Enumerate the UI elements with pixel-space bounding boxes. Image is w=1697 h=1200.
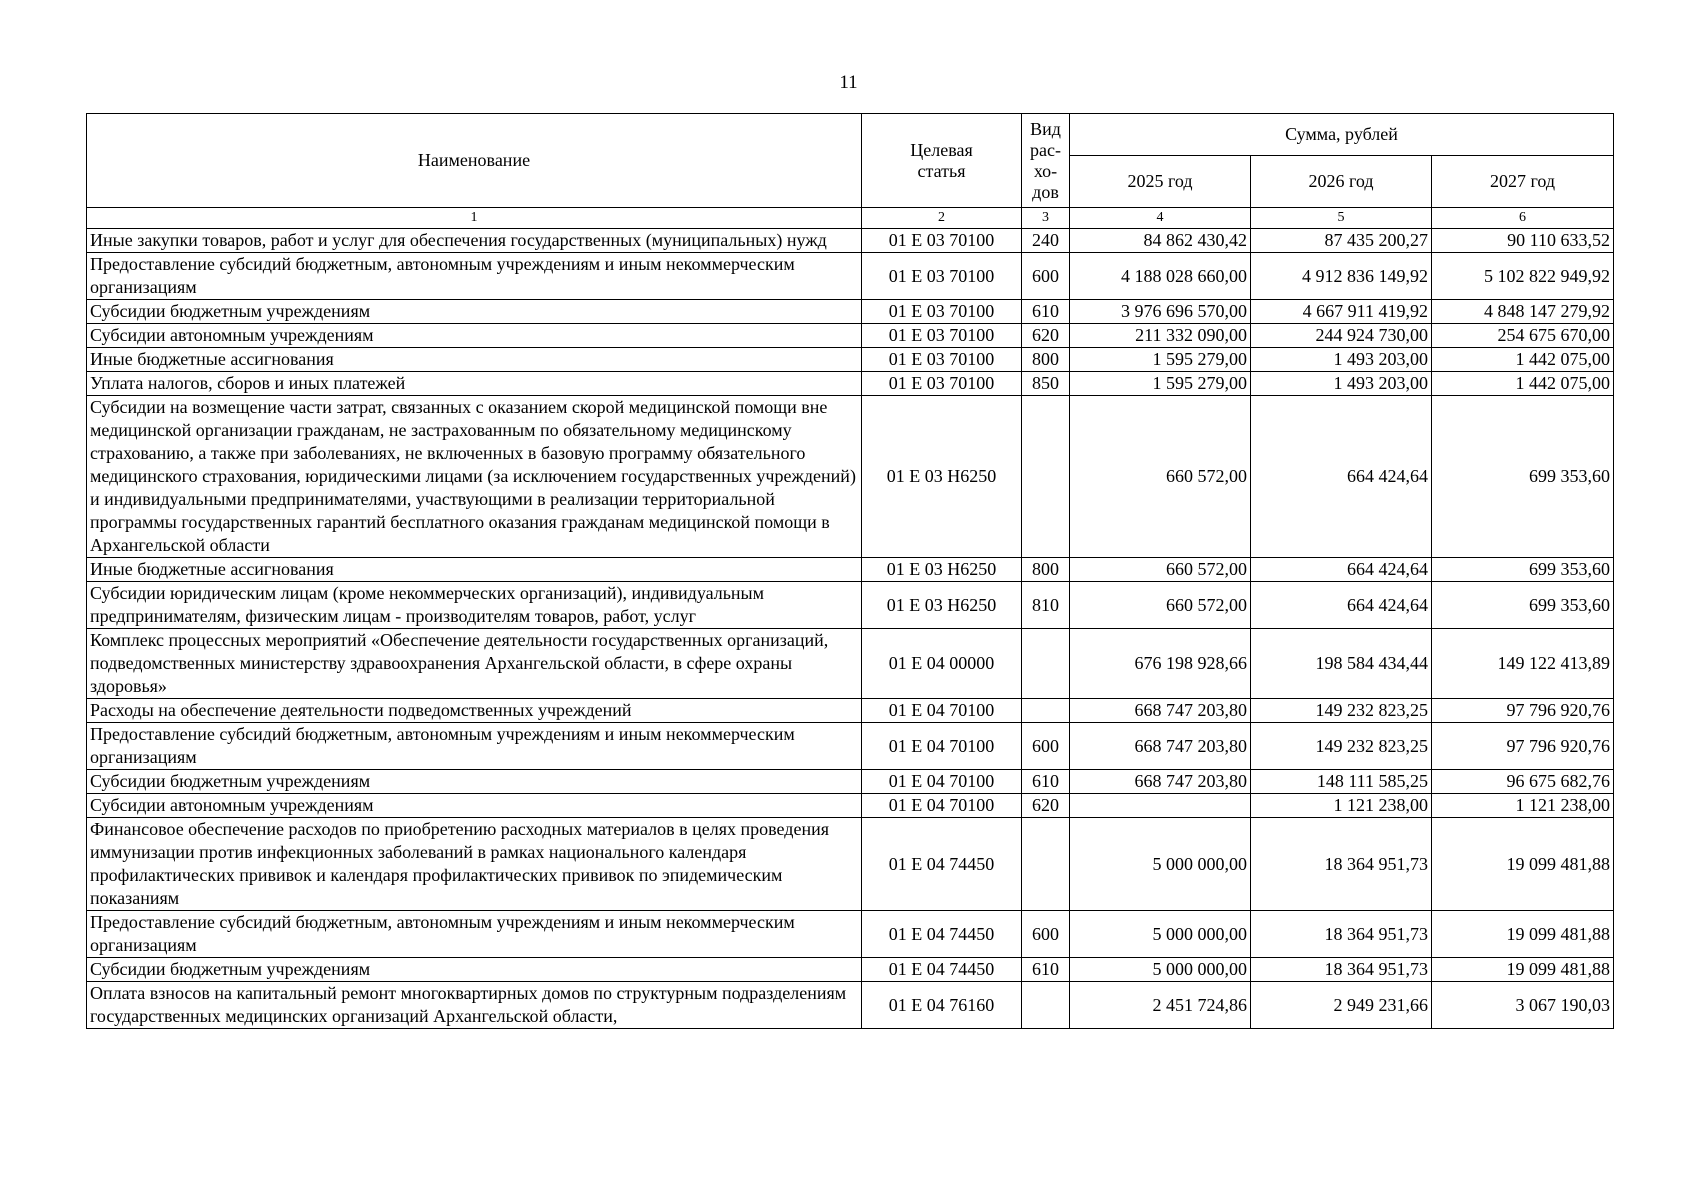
- row-amount-2027: 3 067 190,03: [1432, 982, 1614, 1029]
- column-number: 6: [1432, 208, 1614, 229]
- table-row: [87, 324, 1614, 348]
- row-expense-type: 610: [1022, 958, 1070, 982]
- row-target-code: 01 Е 04 00000: [862, 629, 1022, 699]
- row-name: Субсидии автономным учреждениям: [87, 794, 862, 818]
- row-name: Расходы на обеспечение деятельности подведомственных учреждений: [87, 699, 862, 723]
- row-expense-type: 610: [1022, 300, 1070, 324]
- row-amount-2027: 1 442 075,00: [1432, 372, 1614, 396]
- row-name: Иные бюджетные ассигнования: [87, 558, 862, 582]
- row-amount-2027: 699 353,60: [1432, 396, 1614, 558]
- row-amount-2025: 1 595 279,00: [1070, 372, 1251, 396]
- table-body: [87, 229, 1614, 1029]
- row-expense-type: 600: [1022, 911, 1070, 958]
- row-name: Предоставление субсидий бюджетным, автономным учреждениям и иным некоммерческим организациям: [87, 723, 862, 770]
- row-expense-type: 850: [1022, 372, 1070, 396]
- row-target-code: 01 Е 04 74450: [862, 958, 1022, 982]
- row-amount-2027: 4 848 147 279,92: [1432, 300, 1614, 324]
- row-expense-type: 800: [1022, 558, 1070, 582]
- row-amount-2026: 2 949 231,66: [1251, 982, 1432, 1029]
- row-name: Уплата налогов, сборов и иных платежей: [87, 372, 862, 396]
- row-target-code: 01 Е 03 Н6250: [862, 558, 1022, 582]
- row-amount-2026: 148 111 585,25: [1251, 770, 1432, 794]
- row-amount-2025: 84 862 430,42: [1070, 229, 1251, 253]
- table-row: [87, 958, 1614, 982]
- row-name: Иные бюджетные ассигнования: [87, 348, 862, 372]
- row-amount-2025: 668 747 203,80: [1070, 699, 1251, 723]
- row-target-code: 01 Е 04 74450: [862, 818, 1022, 911]
- table-row: [87, 558, 1614, 582]
- row-target-code: 01 Е 04 70100: [862, 770, 1022, 794]
- row-amount-2026: 149 232 823,25: [1251, 723, 1432, 770]
- row-name: Оплата взносов на капитальный ремонт многоквартирных домов по структурным подразделениям государственных медицинских организаций Архангельской области,: [87, 982, 862, 1029]
- row-amount-2026: 1 493 203,00: [1251, 372, 1432, 396]
- row-expense-type: 610: [1022, 770, 1070, 794]
- page-number: 11: [839, 72, 858, 93]
- row-expense-type: 620: [1022, 794, 1070, 818]
- row-amount-2026: 664 424,64: [1251, 396, 1432, 558]
- row-target-code: 01 Е 03 Н6250: [862, 396, 1022, 558]
- column-number: 5: [1251, 208, 1432, 229]
- row-target-code: 01 Е 03 70100: [862, 300, 1022, 324]
- row-target-code: 01 Е 03 70100: [862, 229, 1022, 253]
- table-row: [87, 911, 1614, 958]
- row-amount-2027: 699 353,60: [1432, 582, 1614, 629]
- header-target-label: Целевая статья: [910, 139, 973, 181]
- header-sum: Сумма, рублей: [1070, 114, 1614, 156]
- row-target-code: 01 Е 04 70100: [862, 794, 1022, 818]
- table-row: [87, 348, 1614, 372]
- row-expense-type: [1022, 818, 1070, 911]
- row-target-code: 01 Е 03 70100: [862, 324, 1022, 348]
- table-row: [87, 229, 1614, 253]
- column-number: 2: [862, 208, 1022, 229]
- row-amount-2025: 660 572,00: [1070, 396, 1251, 558]
- row-amount-2025: 5 000 000,00: [1070, 818, 1251, 911]
- row-amount-2025: 3 976 696 570,00: [1070, 300, 1251, 324]
- row-amount-2027: 96 675 682,76: [1432, 770, 1614, 794]
- row-amount-2025: 5 000 000,00: [1070, 958, 1251, 982]
- row-amount-2027: 97 796 920,76: [1432, 723, 1614, 770]
- row-expense-type: [1022, 629, 1070, 699]
- row-amount-2025: 660 572,00: [1070, 582, 1251, 629]
- row-amount-2026: 664 424,64: [1251, 558, 1432, 582]
- row-amount-2026: 18 364 951,73: [1251, 911, 1432, 958]
- row-amount-2026: 4 667 911 419,92: [1251, 300, 1432, 324]
- row-amount-2027: 19 099 481,88: [1432, 958, 1614, 982]
- row-target-code: 01 Е 04 70100: [862, 723, 1022, 770]
- row-target-code: 01 Е 04 74450: [862, 911, 1022, 958]
- row-target-code: 01 Е 03 70100: [862, 253, 1022, 300]
- row-amount-2026: 664 424,64: [1251, 582, 1432, 629]
- row-target-code: 01 Е 04 70100: [862, 699, 1022, 723]
- row-amount-2027: 1 121 238,00: [1432, 794, 1614, 818]
- row-name: Субсидии бюджетным учреждениям: [87, 300, 862, 324]
- row-amount-2025: 668 747 203,80: [1070, 723, 1251, 770]
- row-name: Предоставление субсидий бюджетным, автономным учреждениям и иным некоммерческим организациям: [87, 911, 862, 958]
- row-name: Иные закупки товаров, работ и услуг для обеспечения государственных (муниципальных) нужд: [87, 229, 862, 253]
- row-expense-type: 810: [1022, 582, 1070, 629]
- row-name: Предоставление субсидий бюджетным, автономным учреждениям и иным некоммерческим организациям: [87, 253, 862, 300]
- table-row: [87, 629, 1614, 699]
- row-amount-2026: 149 232 823,25: [1251, 699, 1432, 723]
- header-2027: 2027 год: [1432, 156, 1614, 208]
- row-expense-type: 240: [1022, 229, 1070, 253]
- table-row: [87, 253, 1614, 300]
- row-target-code: 01 Е 03 70100: [862, 372, 1022, 396]
- row-expense-type: [1022, 396, 1070, 558]
- row-expense-type: 600: [1022, 723, 1070, 770]
- column-number: 1: [87, 208, 862, 229]
- row-amount-2025: 2 451 724,86: [1070, 982, 1251, 1029]
- table-row: [87, 770, 1614, 794]
- row-expense-type: 800: [1022, 348, 1070, 372]
- row-amount-2027: 90 110 633,52: [1432, 229, 1614, 253]
- row-name: Субсидии на возмещение части затрат, связанных с оказанием скорой медицинской помощи вне медицинской организации гражданам, не застрахованным по обязательному медицинскому страхованию, а также при заболеваниях, не включенных в базовую программу обязательного медицинского страхования, юридическими лицами (за исключением государственных учреждений) и индивидуальными предпринимателями, участвующими в реализации территориальной программы государственных гарантий бесплатного оказания гражданам медицинской помощи в Архангельской области: [87, 396, 862, 558]
- table-row: [87, 372, 1614, 396]
- table-row: [87, 794, 1614, 818]
- budget-table: [86, 113, 1614, 1029]
- row-amount-2026: 18 364 951,73: [1251, 958, 1432, 982]
- row-amount-2027: 699 353,60: [1432, 558, 1614, 582]
- row-amount-2027: 19 099 481,88: [1432, 818, 1614, 911]
- row-name: Субсидии бюджетным учреждениям: [87, 958, 862, 982]
- row-amount-2027: 19 099 481,88: [1432, 911, 1614, 958]
- row-amount-2026: 1 493 203,00: [1251, 348, 1432, 372]
- row-amount-2027: 254 675 670,00: [1432, 324, 1614, 348]
- table-row: [87, 818, 1614, 911]
- table-row: [87, 582, 1614, 629]
- row-name: Финансовое обеспечение расходов по приобретению расходных материалов в целях проведения иммунизации против инфекционных заболеваний в рамках национального календаря профилактических прививок и календаря профилактических прививок по эпидемическим показаниям: [87, 818, 862, 911]
- row-amount-2025: 1 595 279,00: [1070, 348, 1251, 372]
- row-expense-type: 620: [1022, 324, 1070, 348]
- table-row: [87, 982, 1614, 1029]
- table-row: [87, 699, 1614, 723]
- row-amount-2027: 5 102 822 949,92: [1432, 253, 1614, 300]
- column-number: 4: [1070, 208, 1251, 229]
- row-amount-2027: 149 122 413,89: [1432, 629, 1614, 699]
- row-amount-2027: 97 796 920,76: [1432, 699, 1614, 723]
- row-amount-2027: 1 442 075,00: [1432, 348, 1614, 372]
- table-row: [87, 723, 1614, 770]
- row-name: Субсидии юридическим лицам (кроме некоммерческих организаций), индивидуальным предпринимателям, физическим лицам - производителям товаров, работ, услуг: [87, 582, 862, 629]
- row-amount-2025: 676 198 928,66: [1070, 629, 1251, 699]
- row-amount-2025: 211 332 090,00: [1070, 324, 1251, 348]
- row-amount-2026: 18 364 951,73: [1251, 818, 1432, 911]
- row-target-code: 01 Е 03 70100: [862, 348, 1022, 372]
- row-amount-2025: 5 000 000,00: [1070, 911, 1251, 958]
- column-number: 3: [1022, 208, 1070, 229]
- row-amount-2026: 4 912 836 149,92: [1251, 253, 1432, 300]
- header-2025: 2025 год: [1070, 156, 1251, 208]
- row-expense-type: [1022, 982, 1070, 1029]
- header-vid-label: Вид рас-хо-дов: [1030, 118, 1061, 202]
- table-row: [87, 300, 1614, 324]
- row-amount-2025: 668 747 203,80: [1070, 770, 1251, 794]
- row-amount-2025: 660 572,00: [1070, 558, 1251, 582]
- header-name: Наименование: [87, 114, 862, 208]
- row-amount-2025: 4 188 028 660,00: [1070, 253, 1251, 300]
- header-vid: [1022, 114, 1070, 208]
- row-target-code: 01 Е 04 76160: [862, 982, 1022, 1029]
- row-amount-2026: 87 435 200,27: [1251, 229, 1432, 253]
- row-expense-type: 600: [1022, 253, 1070, 300]
- row-amount-2026: 1 121 238,00: [1251, 794, 1432, 818]
- row-expense-type: [1022, 699, 1070, 723]
- row-name: Субсидии бюджетным учреждениям: [87, 770, 862, 794]
- header-2026: 2026 год: [1251, 156, 1432, 208]
- row-target-code: 01 Е 03 Н6250: [862, 582, 1022, 629]
- row-amount-2025: [1070, 794, 1251, 818]
- row-amount-2026: 198 584 434,44: [1251, 629, 1432, 699]
- header-target: [862, 114, 1022, 208]
- row-name: Комплекс процессных мероприятий «Обеспечение деятельности государственных организаций, подведомственных министерству здравоохранения Архангельской области, в сфере охраны здоровья»: [87, 629, 862, 699]
- table-row: [87, 396, 1614, 558]
- row-amount-2026: 244 924 730,00: [1251, 324, 1432, 348]
- row-name: Субсидии автономным учреждениям: [87, 324, 862, 348]
